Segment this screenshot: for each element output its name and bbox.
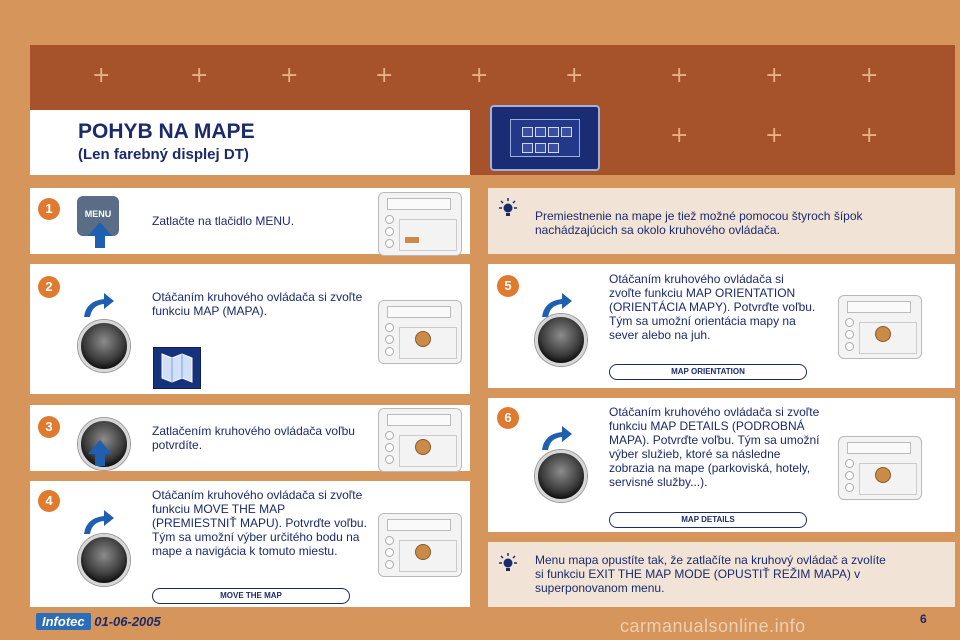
step-6-text: Otáčaním kruhového ovládača si zvoľte funkciu MAP DETAILS (PODROBNÁ MAPA). Potvrďte voľbu. Tým sa umožní výber služieb, ktoré sa následne zobrazia na mape (parkoviská, hotely, servisné služby...). xyxy=(609,405,820,489)
radio-key xyxy=(385,431,394,440)
page-title: POHYB NA MAPE xyxy=(78,120,255,143)
radio-key xyxy=(385,347,394,356)
radio-key xyxy=(385,227,394,236)
radio-knob xyxy=(415,544,431,560)
step-number-badge: 1 xyxy=(38,198,60,220)
rotary-knob-icon xyxy=(535,450,587,502)
radio-key xyxy=(385,335,394,344)
rotary-knob-icon xyxy=(78,534,130,586)
step-2-text: Otáčaním kruhového ovládača si zvoľte funkciu MAP (MAPA). xyxy=(152,290,363,318)
step-number-badge: 6 xyxy=(497,407,519,429)
radio-unit-image xyxy=(378,408,462,472)
decor-plus: + xyxy=(860,63,879,88)
radio-screen xyxy=(387,198,451,210)
tip-1-text: Premiestnenie na mape je tiež možné pomocou štyroch šípok nachádzajúcich sa okolo kruhového ovládača. xyxy=(535,209,863,237)
move-the-map-label: MOVE THE MAP xyxy=(152,588,350,604)
display-key xyxy=(522,143,533,153)
radio-key xyxy=(385,560,394,569)
rotary-knob-icon xyxy=(78,320,130,372)
radio-unit-image xyxy=(838,436,922,500)
step-number-badge: 5 xyxy=(497,275,519,297)
page-subtitle: (Len farebný displej DT) xyxy=(78,146,249,163)
display-key xyxy=(535,127,546,137)
decor-plus: + xyxy=(670,63,689,88)
display-key xyxy=(522,127,533,137)
radio-key xyxy=(845,342,854,351)
lightbulb-icon xyxy=(497,198,519,220)
radio-key xyxy=(845,471,854,480)
watermark-text: carmanualsonline.info xyxy=(620,616,806,636)
arrow-up-icon xyxy=(88,222,112,248)
radio-key xyxy=(845,318,854,327)
radio-knob xyxy=(415,331,431,347)
lightbulb-icon xyxy=(497,553,519,575)
radio-button-block xyxy=(399,219,457,251)
menu-key-highlight xyxy=(405,237,419,243)
step-4-text: Otáčaním kruhového ovládača si zvoľte funkciu MOVE THE MAP (PREMIESTNIŤ MAPU). Potvrďte voľbu. Tým sa umožní výber určitého bodu na mape a navigácia k tomuto miestu. xyxy=(152,488,367,558)
radio-unit-image xyxy=(378,300,462,364)
rotate-arrow-icon xyxy=(80,291,116,321)
radio-knob xyxy=(875,326,891,342)
decor-plus: + xyxy=(470,63,489,88)
menu-button-image: MENU xyxy=(77,196,119,236)
radio-key xyxy=(385,239,394,248)
radio-key xyxy=(845,459,854,468)
step-number-badge: 3 xyxy=(38,416,60,438)
decor-plus: + xyxy=(565,63,584,88)
page-number: 6 xyxy=(920,612,927,626)
step-3-text: Zatlačením kruhového ovládača voľbu potvrdíte. xyxy=(152,424,355,452)
footer xyxy=(36,614,161,629)
arrow-up-icon xyxy=(88,440,112,466)
radio-screen xyxy=(387,414,451,426)
radio-unit-image xyxy=(838,295,922,359)
radio-key xyxy=(385,548,394,557)
radio-key xyxy=(385,455,394,464)
map-icon xyxy=(153,347,201,389)
decor-plus: + xyxy=(190,63,209,88)
map-details-label: MAP DETAILS xyxy=(609,512,807,528)
radio-unit-image xyxy=(378,513,462,577)
decor-plus: + xyxy=(765,63,784,88)
radio-key xyxy=(385,323,394,332)
radio-key xyxy=(845,483,854,492)
decor-plus: + xyxy=(860,123,879,148)
display-screen-image xyxy=(490,105,600,171)
footer-date: 01-06-2005 xyxy=(94,614,161,629)
radio-screen xyxy=(847,301,911,313)
step-number-badge: 4 xyxy=(38,490,60,512)
radio-knob xyxy=(875,467,891,483)
radio-key xyxy=(385,215,394,224)
map-orientation-label: MAP ORIENTATION xyxy=(609,364,807,380)
decor-plus: + xyxy=(670,123,689,148)
display-key xyxy=(535,143,546,153)
display-key xyxy=(548,127,559,137)
radio-knob xyxy=(415,439,431,455)
decor-plus: + xyxy=(92,63,111,88)
radio-key xyxy=(845,330,854,339)
decor-plus: + xyxy=(280,63,299,88)
radio-key xyxy=(385,443,394,452)
radio-unit-image xyxy=(378,192,462,256)
radio-screen xyxy=(387,519,451,531)
radio-screen xyxy=(387,306,451,318)
radio-key xyxy=(385,536,394,545)
decor-plus: + xyxy=(765,123,784,148)
step-1-text: Zatlačte na tlačidlo MENU. xyxy=(152,214,295,228)
display-key xyxy=(548,143,559,153)
radio-screen xyxy=(847,442,911,454)
rotary-knob-icon xyxy=(535,314,587,366)
infotec-logo: Infotec xyxy=(36,613,91,630)
display-key xyxy=(561,127,572,137)
tip-2-text: Menu mapa opustíte tak, že zatlačíte na kruhový ovládač a zvolíte si funkciu EXIT THE MAP MODE (OPUSTIŤ REŽIM MAPA) v superponovanom menu. xyxy=(535,553,886,595)
decor-plus: + xyxy=(375,63,394,88)
step-number-badge: 2 xyxy=(38,276,60,298)
step-5-text: Otáčaním kruhového ovládača si zvoľte funkciu MAP ORIENTATION (ORIENTÁCIA MAPY). Potvrďte voľbu. Tým sa umožní orientácia mapy na sever alebo na juh. xyxy=(609,272,816,342)
